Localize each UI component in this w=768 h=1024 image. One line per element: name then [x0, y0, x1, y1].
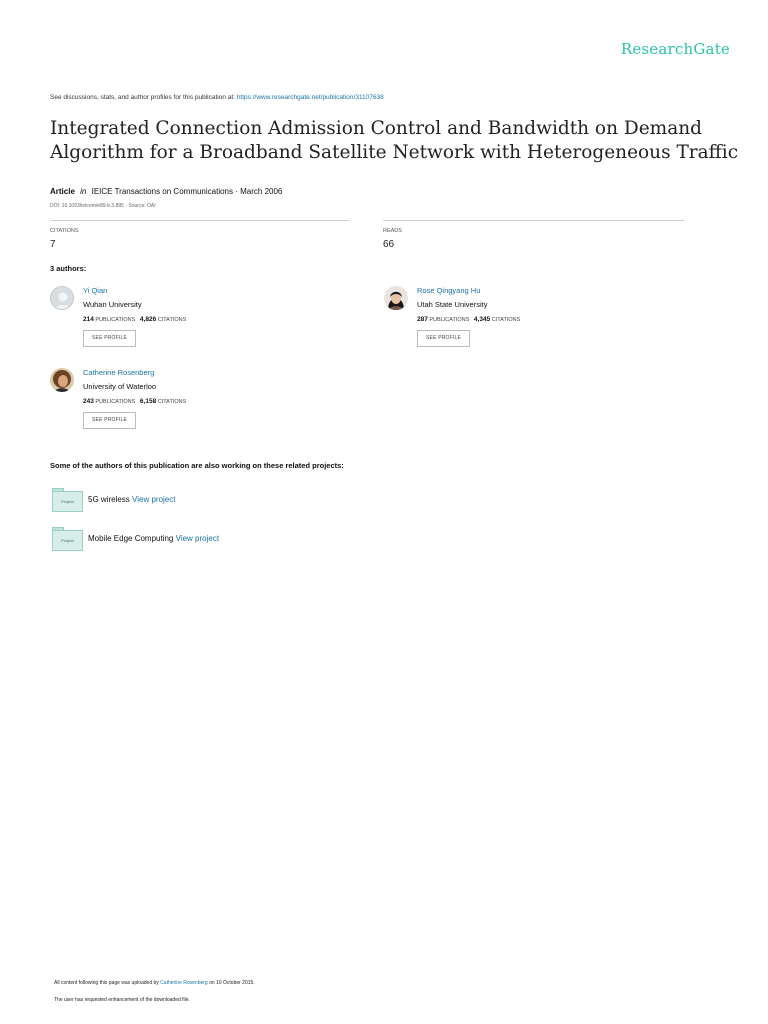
see-profile-button[interactable]: SEE PROFILE [417, 330, 470, 347]
discussions-line [50, 94, 384, 101]
journal-name[interactable]: IEICE Transactions on Communications · March 2006 [91, 187, 283, 196]
doi-line: DOI: 10.1093/ietcom/e89-b.3.895 · Source: OAI [50, 203, 156, 209]
enhancement-note: The user has requested enhancement of the downloaded file. [54, 997, 190, 1003]
uploaded-prefix: All content following this page was uploaded by [54, 980, 159, 986]
project-folder-icon [52, 488, 82, 512]
citations-count: 4,345 [473, 316, 491, 323]
author-stats [83, 398, 186, 405]
citations-label: CITATIONS [50, 228, 79, 234]
publications-count: 243 [83, 398, 94, 405]
project-text [88, 534, 219, 543]
article-type: Article [50, 187, 75, 196]
reads-divider [383, 220, 684, 221]
view-project-link[interactable]: View project [175, 534, 220, 543]
publications-label: PUBLICATIONS [429, 317, 470, 323]
uploaded-by-line [54, 980, 255, 986]
author-photo-icon[interactable] [384, 286, 408, 310]
author-institution: University of Waterloo [83, 382, 157, 391]
project-name: 5G wireless [88, 495, 130, 504]
citations-label: CITATIONS [491, 317, 521, 323]
related-projects-heading: Some of the authors of this publication are also working on these related projects: [50, 461, 344, 470]
citations-count: 6,158 [139, 398, 157, 405]
researchgate-logo[interactable]: ResearchGate [620, 40, 730, 58]
authors-heading: 3 authors: [50, 264, 87, 273]
project-text [88, 495, 175, 504]
reads-value: 66 [383, 239, 395, 250]
publications-label: PUBLICATIONS [95, 399, 136, 405]
publications-count: 214 [83, 316, 94, 323]
author-stats [417, 316, 520, 323]
publications-count: 287 [417, 316, 428, 323]
author-stats [83, 316, 186, 323]
project-icon-label: Project [61, 538, 74, 543]
citations-label: CITATIONS [157, 317, 187, 323]
see-profile-button[interactable]: SEE PROFILE [83, 412, 136, 429]
author-institution: Utah State University [417, 300, 488, 309]
uploader-link[interactable]: Catherine Rosenberg [160, 980, 208, 986]
publication-title: Integrated Connection Admission Control and Bandwidth on Demand Algorithm for a Broadband Satellite Network with Heterogeneous Traffic [50, 118, 739, 163]
citations-value: 7 [50, 239, 56, 250]
article-meta [50, 187, 282, 196]
avatar-placeholder-icon[interactable] [50, 286, 74, 310]
citations-count: 4,826 [139, 316, 157, 323]
project-name: Mobile Edge Computing [88, 534, 174, 543]
project-folder-icon [52, 527, 82, 551]
discussions-text: See discussions, stats, and author profiles for this publication at: [50, 94, 235, 101]
author-photo-icon[interactable] [50, 368, 74, 392]
citations-label: CITATIONS [157, 399, 187, 405]
see-profile-button[interactable]: SEE PROFILE [83, 330, 136, 347]
view-project-link[interactable]: View project [132, 495, 176, 504]
publications-label: PUBLICATIONS [95, 317, 136, 323]
in-word: in [80, 187, 87, 196]
uploaded-suffix: on 10 October 2015. [209, 980, 255, 986]
reads-label: READS [383, 228, 402, 234]
project-icon-label: Project [61, 499, 74, 504]
author-name[interactable]: Rose Qingyang Hu [417, 286, 481, 295]
citations-divider [50, 220, 350, 221]
author-name[interactable]: Catherine Rosenberg [83, 368, 155, 377]
publication-url-link[interactable]: https://www.researchgate.net/publication/31107638 [236, 94, 384, 101]
author-name[interactable]: Yi Qian [83, 286, 108, 295]
author-institution: Wuhan University [83, 300, 142, 309]
